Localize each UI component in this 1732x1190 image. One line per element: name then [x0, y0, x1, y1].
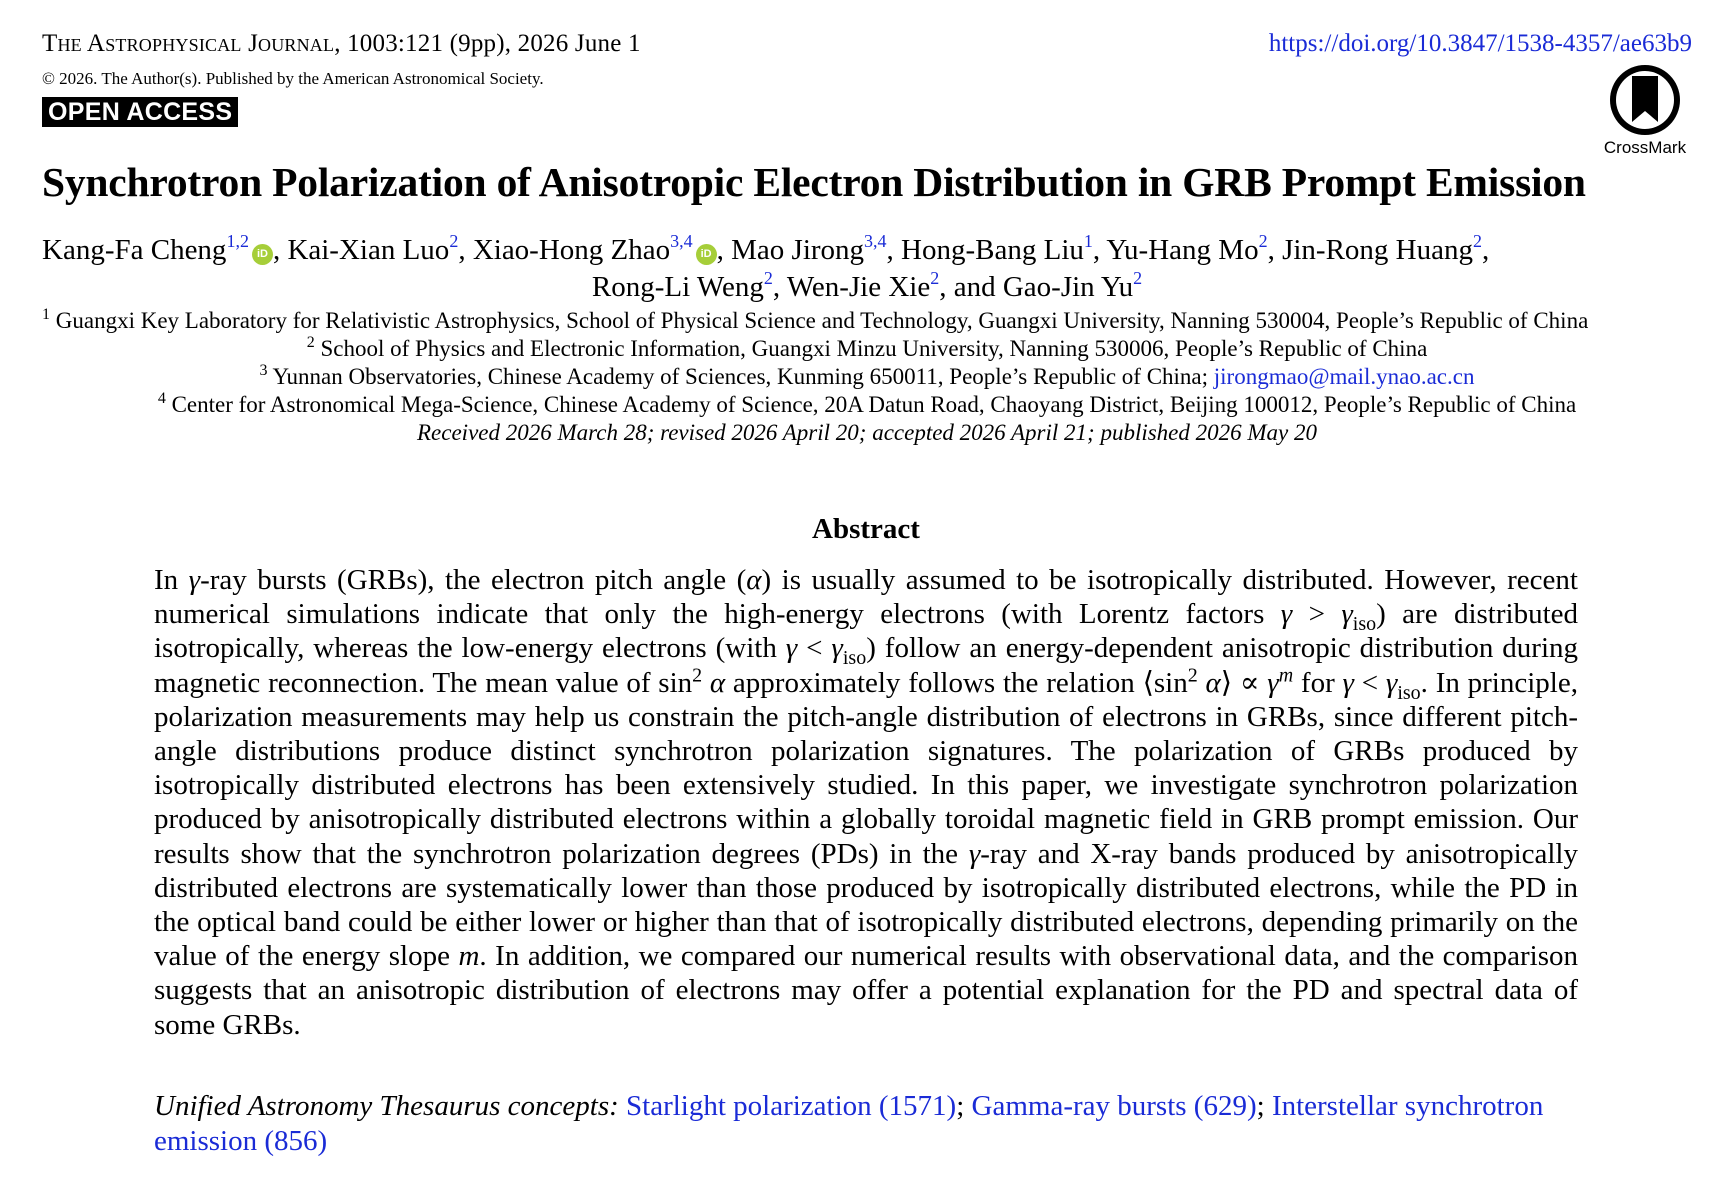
math-gamma: γ	[188, 564, 201, 596]
uat-concepts	[154, 1089, 1578, 1159]
abstract-run: ) follow an energy-dependent anisotropic distribution during magnetic reconnection. The mean value of	[154, 632, 1579, 699]
affiliation-number: 1	[42, 306, 50, 323]
author-line-1: Kang-Fa Cheng$^{1,2}$iD , Kai-Xian Luo$^2$, Xiao-Hong Zhao$^{3,4}$iD , Mao Jirong$^{3,4}$, Hong-Bang Liu$^1$, Yu-Hang Mo$^2$, Jin-Rong Huang$^2$,	[42, 231, 1490, 266]
math-alpha: α	[709, 666, 726, 699]
math-gamma: γ	[1267, 666, 1279, 699]
math-gamma: γ	[1280, 598, 1293, 631]
abstract-run: approximately follows the relation	[725, 666, 1143, 699]
affiliation-2	[42, 335, 1692, 363]
author-affil-mark[interactable]: 2	[1258, 231, 1268, 251]
author-affil-mark[interactable]: 1,2	[226, 231, 249, 251]
abstract-heading: Abstract	[812, 513, 920, 545]
affiliation-3	[42, 363, 1692, 391]
author-affil-mark[interactable]: 2	[1133, 268, 1143, 288]
email-link[interactable]: jirongmao@mail.ynao.ac.cn	[1213, 364, 1475, 389]
math-sup: 2	[692, 663, 703, 686]
author-list	[42, 232, 1692, 306]
orcid-icon[interactable]: iD	[696, 244, 717, 265]
author-name[interactable]: Kai-Xian Luo	[287, 234, 450, 266]
abstract-run: In	[154, 564, 189, 596]
math-op: <	[1353, 666, 1386, 699]
orcid-icon[interactable]: iD	[252, 244, 273, 265]
author-affil-mark[interactable]: 2	[1473, 231, 1482, 251]
math-rangle: ⟩	[1220, 666, 1233, 699]
paper-title: Synchrotron Polarization of Anisotropic Electron Distribution in GRB Prompt Emission	[42, 159, 1586, 205]
math-iso: iso	[842, 647, 867, 670]
uat-concept-link[interactable]: Gamma-ray bursts (629)	[971, 1090, 1257, 1122]
journal-citation	[42, 30, 641, 58]
affiliation-1	[42, 307, 1692, 335]
affiliation-4	[42, 391, 1692, 419]
math-sup: m	[1278, 663, 1294, 686]
author-name[interactable]: Xiao-Hong Zhao	[472, 234, 671, 266]
author-affil-mark[interactable]: 2	[930, 268, 940, 288]
open-access-badge: OPEN ACCESS	[42, 97, 238, 127]
math-op: ∝	[1232, 666, 1268, 699]
crossmark-button[interactable]	[1598, 62, 1692, 158]
abstract-text	[154, 563, 1578, 1042]
math-alpha: α	[746, 564, 762, 596]
author-name[interactable]: Mao Jirong	[731, 234, 865, 266]
author-name[interactable]: Yu-Hang Mo	[1106, 234, 1259, 266]
math-gamma: γ	[1341, 598, 1353, 631]
math-op: >	[1292, 598, 1342, 631]
math-sin: sin	[658, 666, 693, 699]
author-affil-mark[interactable]: 2	[449, 231, 459, 251]
journal-name: The Astrophysical Journal	[42, 30, 335, 57]
affiliation-number: 4	[157, 390, 166, 407]
math-alpha: α	[1205, 666, 1221, 699]
math-langle: ⟨	[1142, 666, 1154, 699]
uat-separator: ;	[956, 1090, 965, 1122]
affiliation-number: 3	[259, 362, 268, 379]
author-name[interactable]: Gao-Jin Yu	[1002, 271, 1134, 303]
author-affil-mark[interactable]: 1	[1083, 231, 1093, 251]
author-affil-mark[interactable]: 3,4	[864, 231, 887, 251]
math-gamma: γ	[1385, 666, 1398, 699]
math-gamma: γ	[785, 632, 798, 665]
math-gamma: γ	[831, 632, 843, 665]
uat-separator: ;	[1256, 1090, 1265, 1122]
abstract-run: . In addition, we compared our numerical results with observational data, and the comparison suggests that an anisotropic distribution of electrons may offer a potential explanation for the PD and spectral data of some GRBs.	[154, 940, 1578, 1041]
crossmark-icon	[1607, 62, 1683, 138]
affiliations	[42, 307, 1692, 447]
doi-link[interactable]: https://doi.org/10.3847/1538-4357/ae63b9	[1268, 30, 1692, 57]
author-and: and	[953, 271, 996, 303]
math-op: <	[797, 632, 832, 665]
author-name[interactable]: Jin-Rong Huang	[1282, 234, 1473, 266]
math-gamma: γ	[1342, 666, 1354, 699]
abstract-run: -ray and X-ray bands produced by anisotropically distributed electrons are systematically lower than those produced by isotropically distributed electrons, while the PD in the optical band could be either lower or higher than that of isotropically distributed electrons, depending primarily on the value of the energy slope	[154, 837, 1578, 973]
uat-label: Unified Astronomy Thesaurus concepts:	[154, 1090, 619, 1122]
author-name[interactable]: Wen-Jie Xie	[786, 271, 931, 303]
uat-concept-link[interactable]: Interstellar synchrotron emission (856)	[154, 1090, 1544, 1157]
author-name[interactable]: Hong-Bang Liu	[901, 234, 1084, 266]
author-name[interactable]: Rong-Li Weng	[591, 271, 764, 303]
author-affil-mark[interactable]: 2	[763, 268, 773, 288]
author-line-2: Rong-Li Weng$^2$, Wen-Jie Xie$^2$, and Gao-Jin Yu$^2$	[591, 268, 1143, 303]
uat-concept-link[interactable]: Starlight polarization (1571)	[626, 1090, 957, 1122]
abstract-run: ) are distributed isotropically, whereas the low-energy electrons (with	[154, 598, 1579, 665]
affiliation-text: Center for Astronomical Mega-Science, Chinese Academy of Science, 20A Datun Road, Chaoyang District, Beijing 100012, People’s Republic of China	[171, 392, 1577, 417]
author-affil-mark[interactable]: 3,4	[670, 231, 693, 251]
math-iso: iso	[1397, 681, 1421, 704]
affiliation-text: Yunnan Observatories, Chinese Academy of Sciences, Kunming 650011, People’s Republic of China;	[272, 364, 1209, 389]
affiliation-text: Guangxi Key Laboratory for Relativistic Astrophysics, School of Physical Science and Technology, Guangxi University, Nanning 530004, People’s Republic of China	[55, 308, 1589, 333]
abstract-run: . In principle, polarization measurements may help us constrain the pitch-angle distribution of electrons in GRBs, since different pitch-angle distributions produce distinct synchrotron polarization signatures. The polarization of GRBs produced by isotropically distributed electrons has been extensively studied. In this paper, we investigate synchrotron polarization produced by anisotropically distributed electrons within a globally toroidal magnetic field in GRB prompt emission. Our results show that the synchrotron polarization degrees (PDs) in the	[154, 666, 1578, 870]
abstract-run: for	[1293, 666, 1343, 699]
math-iso: iso	[1352, 613, 1377, 635]
author-name[interactable]: Kang-Fa Cheng	[42, 234, 227, 266]
math-gamma: γ	[968, 837, 981, 870]
math-m: m	[458, 940, 480, 973]
math-sup: 2	[1187, 663, 1198, 686]
copyright-notice: © 2026. The Author(s). Published by the American Astronomical Society.	[42, 69, 544, 88]
abstract-run: -ray bursts (GRBs), the electron pitch angle (	[200, 564, 747, 596]
affiliation-number: 2	[306, 334, 315, 351]
abstract-run: ) is usually assumed to be isotropically distributed. However, recent numerical simulations indicate that only the high-energy electrons (with Lorentz factors	[154, 564, 1578, 631]
math-sin: sin	[1153, 666, 1188, 699]
affiliation-text: School of Physics and Electronic Information, Guangxi Minzu University, Nanning 530006, People’s Republic of China	[320, 336, 1428, 361]
crossmark-label: CrossMark	[1603, 138, 1687, 157]
citation: , 1003:121 (9pp), 2026 June 1	[334, 30, 641, 57]
publication-dates: Received 2026 March 28; revised 2026 April 20; accepted 2026 April 21; published 2026 May 20	[417, 420, 1317, 445]
